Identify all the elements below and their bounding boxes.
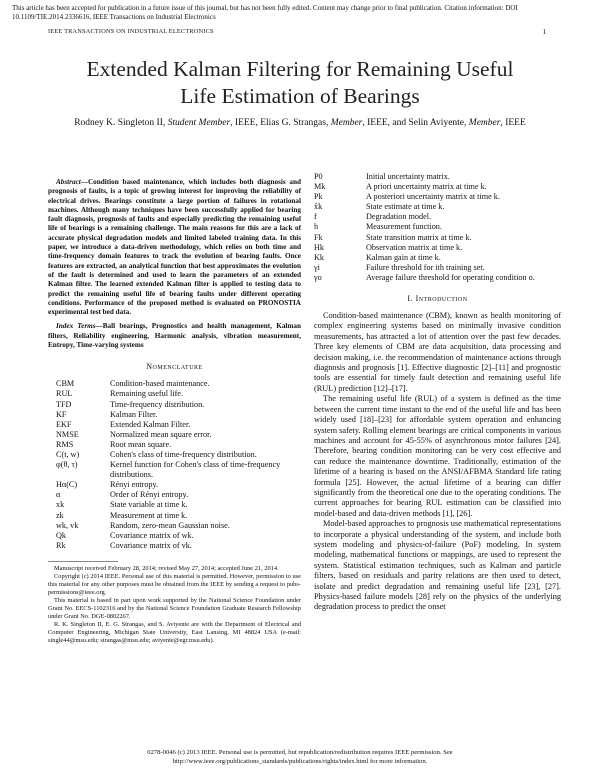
nomenclature-right-row [314,243,561,253]
nomenclature-left-row [48,531,301,541]
nomenclature-left-definition: Rényi entropy. [110,480,159,490]
nomenclature-right-row [314,172,561,182]
nomenclature-left-definition: Normalized mean square error. [110,429,212,439]
nomenclature-left-definition: Covariance matrix of vk. [110,540,192,550]
abstract-text: —Condition based maintenance, which includes both diagnosis and prognosis of faults, is a topic of growing interest for improving the reliability of electrical drives. Bearings constitute a large portion of failures in rotational machines. Although many techniques have been successfully applied for bearing fault diagnosis, prognosis of faults and especially predicting the remaining useful life of bearings is a remaining challenge. The main reasons for this are a lack of accurate physical degradation models and limited labeled training data. In this paper, we introduce a data-driven methodology, which relies on both time and time-frequency domain features to track the evolution of bearing faults. Once features are extracted, an analytical function that best approximates the evolution of the fault is determined and used to learn the parameters of an extended Kalman filter. The learned extended Kalman filter is applied to testing data to predict the remaining useful life of bearing faults under different operating conditions. Performance of the proposed method is evaluated on PRONOSTIA experimental test bed data. [48,178,301,317]
author-2-role: Member [330,118,363,128]
nomenclature-right-symbol: Kk [314,252,325,262]
nomenclature-left-symbol: RMS [56,439,74,449]
nomenclature-right-row [314,273,561,283]
title-line-1: Extended Kalman Filtering for Remaining Useful [86,57,514,81]
nomenclature-right-symbol: γi [314,262,320,272]
nomenclature-right-definition: State estimate at time k. [366,202,445,212]
nomenclature-left-row [48,541,301,551]
nomenclature-left-definition: Remaining useful life. [110,389,183,399]
nomenclature-left-symbol: TFD [56,399,72,409]
nomenclature-left-definition: Random, zero-mean Gaussian noise. [110,520,230,530]
intro-paragraph-2: The remaining useful life (RUL) of a system is defined as the time between the current time instant to the end of the useful life and has been widely used [18]–[23] for affordable system operation and enhancing system safety. Rolling element bearings are critical components in various machines and account for 45-55% of asynchronous motor failures [24]. Therefore, bearing condition monitoring can be very cost effective and can reduce the maintenance downtime. Traditionally, estimation of the lifetime of a bearing is based on the ANSI/AFBMA Standard life rating formula [25]. However, the actual lifetime of a bearing can differ significantly from the theoretical one due to the operating conditions. The current approaches for bearing RUL estimation can be classified into model-based and data-driven methods [1], [26]. [314,394,561,518]
nomenclature-left-definition: Time-frequency distribution. [110,399,205,409]
nomenclature-right-row [314,263,561,273]
running-head: IEEE TRANSACTIONS ON INDUSTRIAL ELECTRONICS [48,28,214,35]
nomenclature-right-definition: State transition matrix at time k. [366,232,472,242]
nomenclature-right-symbol: x̂k [314,202,323,212]
index-terms-text: —Ball bearings, Prognostics and health management, Kalman filters, Reliability engineering, Harmonic analysis, vibration measurement, Entropy, Time-varying systems [48,322,301,350]
intro-paragraph-3: Model-based approaches to prognosis use mathematical representations to incorporate a physical understanding of the system, and include both system modeling and physics-of-failure (PoF) modeling. In system modeling, mathematical functions or mappings, are used to represent the system. Statistical estimation techniques, such as Kalman and particle filters, based on residuals and parity relations are then used to detect, isolate and predict degradation and remaining useful life [23], [27]. Physics-based failure models [28] rely on the physics of the underlying degradation process to predict the onset [314,519,561,612]
footnotes [48,565,301,645]
nomenclature-left-row [48,521,301,531]
nomenclature-right-definition: A posteriori uncertainty matrix at time k. [366,192,500,202]
nomenclature-left-row [48,440,301,450]
nomenclature-right-row [314,182,561,192]
copyright-footer [0,749,600,766]
nomenclature-right-symbol: h [314,222,319,232]
nomenclature-right-row [314,212,561,222]
nomenclature-left-definition: Kalman Filter. [110,409,158,419]
author-3: , IEEE, and Selin Aviyente, [362,118,467,128]
footer-line-1: 0278-0046 (c) 2013 IEEE. Personal use is permitted, but republication/redistribution requires IEEE permission. See [147,749,453,756]
nomenclature-right-row [314,202,561,212]
nomenclature-left-definition: Cohen's class of time-frequency distribution. [110,450,257,459]
index-terms-lead: Index Terms [56,322,96,331]
nomenclature-right-definition: Measurement function. [366,222,442,232]
nomenclature-right-row [314,192,561,202]
nomenclature-left-row [48,430,301,440]
abstract [48,178,301,317]
intro-paragraph-1: Condition-based maintenance (CBM), known as health monitoring of complex engineering systems based on minimally invasive condition measurements, has attracted a lot of attention over the past few decades. Three key elements of CBM are data acquisition, data processing and decision making, i.e. the recommendation of maintenance actions through diagnosis and prognosis [1]. Effective diagnostic [2]–[11] and prognostic tools are essential for timely fault detection and remaining useful life (RUL) prediction [12]–[17]. [314,311,561,393]
nomenclature-left-definition: Covariance matrix of wk. [110,530,194,540]
nomenclature-left-definition: Order of Rényi entropy. [110,490,189,500]
nomenclature-right-symbol: Fk [314,232,323,242]
introduction-heading [314,294,561,303]
nomenclature-left-row [48,490,301,500]
nomenclature-left-definition: Extended Kalman Filter. [110,419,191,429]
nomenclature-left-definition: Measurement at time k. [110,510,188,520]
nomenclature-left-row [48,400,301,410]
nomenclature-right-definition: Observation matrix at time k. [366,242,463,252]
nomenclature-table-left [48,379,301,551]
author-2: , IEEE, Elias G. Strangas, [230,118,329,128]
nomenclature-left-row [48,460,301,480]
nomenclature-right-definition: A priori uncertainty matrix at time k. [366,182,487,192]
nomenclature-left-symbol: C(t, w) [56,450,80,459]
author-1-role: Student Member [167,118,231,128]
page-number: 1 [542,28,546,36]
nomenclature-left-row [48,420,301,430]
footer-line-2: http://www.ieee.org/publications_standards/publications/rights/index.html for more information. [172,757,428,765]
nomenclature-right-symbol: γo [314,272,322,282]
nomenclature-left-row [48,480,301,490]
footnote-affiliation: R. K. Singleton II, E. G. Strangas, and S. Aviyente are with the Department of Electrical and Computer Engineering, Michigan State University, East Lansing, MI 48824 USA (e-mail: single44@msu.edu; strangas@msu.edu; aviyente@egr.msu.edu). [48,620,301,644]
right-column [314,172,561,613]
nomenclature-right-definition: Average failure threshold for operating condition o. [366,272,535,282]
nomenclature-right-symbol: f [314,212,317,222]
nomenclature-left-row [48,389,301,399]
nomenclature-left-row [48,450,301,460]
nomenclature-left-symbol: zk [56,510,64,520]
footnote-received: Manuscript received February 28, 2014; revised May 27, 2014; accepted June 21, 2014. [54,564,279,572]
footnote-funding: This material is based in part upon work supported by the National Science Foundation under Grant No. EECS-1102316 and by the National Science Foundation Graduate Research Fellowship under Grant No. DGE-0802267. [48,596,301,620]
nomenclature-left-definition: Kernel function for Cohen's class of time-frequency distributions. [110,460,281,480]
nomenclature-heading: Nomenclature [146,362,203,372]
nomenclature-left-symbol: xk [56,500,65,510]
nomenclature-left-definition: Root mean square. [110,439,172,449]
footnote-rule [48,561,118,562]
nomenclature-left-symbol: Rk [56,540,66,550]
nomenclature-left-symbol: φ(θ, τ) [56,460,78,470]
publication-notice: This article has been accepted for publication in a future issue of this journal, but has not been fully edited. Content may change prior to final publication. Citation information: DOI 10.1109/TIE.2014.2336616, IEEE Transactions on Industrial Electronics [12,4,518,21]
nomenclature-left-symbol: KF [56,409,67,419]
nomenclature-left-symbol: CBM [56,379,75,389]
title-line-2: Life Estimation of Bearings [180,84,420,108]
nomenclature-left-definition: State variable at time k. [110,500,188,510]
nomenclature-left-symbol: α [56,490,61,500]
nomenclature-table-right [314,172,561,283]
introduction-title: Introduction [415,294,468,304]
introduction-number: I. [407,294,414,304]
nomenclature-right-row [314,253,561,263]
nomenclature-left-symbol: Qk [56,530,67,540]
nomenclature-left-symbol: RUL [56,389,73,399]
nomenclature-right-definition: Failure threshold for ith training set. [366,262,485,272]
nomenclature-right-symbol: Hk [314,242,325,252]
nomenclature-left-row [48,379,301,389]
nomenclature-left-symbol: NMSE [56,429,79,439]
nomenclature-right-definition: Degradation model. [366,212,432,222]
nomenclature-right-row [314,222,561,232]
nomenclature-left-row [48,410,301,420]
paper-title [0,56,600,110]
abstract-lead: Abstract [56,178,81,186]
nomenclature-right-symbol: Mk [314,182,326,192]
left-column [48,178,301,645]
author-3-role: Member [468,118,501,128]
footnote-copyright: Copyright (c) 2014 IEEE. Personal use of this material is permitted. However, permission to use this material for any other purposes must be obtained from the IEEE by sending a request to pubs-permissions@ieee.org. [48,572,301,596]
author-3-org: , IEEE [500,118,526,128]
nomenclature-right-row [314,233,561,243]
nomenclature-left-row [48,511,301,521]
nomenclature-left-symbol: EKF [56,419,72,429]
nomenclature-right-definition: Initial uncertainty matrix. [366,172,450,181]
index-terms [48,322,301,350]
nomenclature-left-symbol: Hα(C) [56,480,78,490]
nomenclature-left-symbol: wk, vk [56,520,79,530]
nomenclature-right-symbol: P0 [314,172,323,181]
nomenclature-right-symbol: Pk [314,192,323,202]
nomenclature-left-definition: Condition-based maintenance. [110,379,210,389]
nomenclature-left-row [48,500,301,510]
author-list [70,117,530,130]
nomenclature-right-definition: Kalman gain at time k. [366,252,441,262]
author-1: Rodney K. Singleton II, [74,118,166,128]
